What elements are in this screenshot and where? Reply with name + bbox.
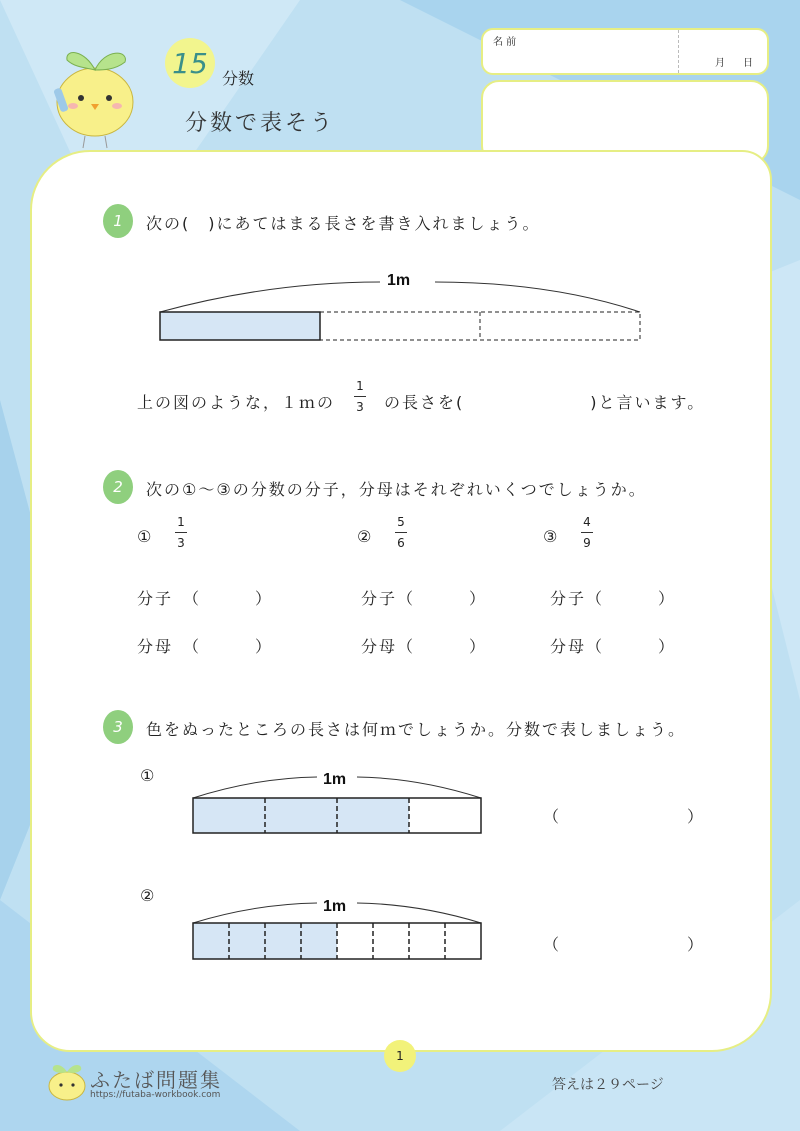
q2-item-1-bunshi: 分子 （ ） (137, 589, 274, 608)
fraction-bar (175, 532, 187, 533)
brace-right (357, 777, 481, 798)
q2-item-1-fraction (175, 515, 187, 550)
q2-item-2-bunshi: 分子（ ） (361, 589, 488, 608)
q2-item-1-numerator: 1 (177, 515, 185, 529)
q1-sentence-after: の長さを( )と言います。 (384, 393, 706, 412)
q2-item-2-denominator: 6 (397, 536, 405, 550)
q2-item-3-fraction (581, 515, 593, 550)
q2-item-1-denominator: 3 (177, 536, 185, 550)
fraction-bar (395, 532, 407, 533)
q2-item-3-denominator: 9 (583, 536, 591, 550)
question-2-instruction: 次の①～③の分数の分子，分母はそれぞれいくつでしょうか。 (146, 480, 647, 499)
name-field[interactable] (481, 28, 769, 75)
q3-item-1-mark: ① (140, 766, 157, 785)
q3-item-2-diagram (185, 892, 490, 964)
q1-sentence-before: 上の図のような，１ｍの (137, 393, 336, 412)
q2-item-1-mark: ① (137, 527, 154, 546)
q3-item-1-diagram (185, 766, 490, 838)
name-label: 名 前 (493, 37, 517, 48)
q2-item-3-numerator: 4 (583, 515, 591, 529)
q3-item-1-answer: （ ） (543, 807, 706, 826)
brand-logo-icon (45, 1060, 89, 1102)
q2-item-2-fraction (395, 515, 407, 550)
q3-item-2-bar-label: 1m (323, 898, 347, 915)
q1-fraction (354, 379, 366, 414)
brand-name: ふたば問題集 (90, 1068, 222, 1092)
unit-number-badge: 15 (165, 38, 215, 88)
brace-right (357, 903, 481, 923)
question-2-badge: 2 (103, 470, 133, 504)
month-label: 月 (715, 58, 725, 69)
q1-shaded-segment (160, 312, 320, 340)
q2-item-2-numerator: 5 (397, 515, 405, 529)
q3-item-2-answer: （ ） (543, 935, 706, 954)
q3-item-2-mark: ② (140, 886, 157, 905)
q2-item-1-bunbo: 分母 （ ） (137, 637, 274, 656)
day-label: 日 (743, 58, 753, 69)
chick-mascot-icon (45, 40, 145, 150)
brace-left (193, 777, 317, 798)
brace-left (193, 903, 317, 923)
unit-label: 分数 (222, 69, 255, 88)
q1-numerator: 1 (356, 379, 364, 393)
question-1-badge: 1 (103, 204, 133, 238)
brand-url[interactable]: https://futaba-workbook.com (90, 1090, 221, 1100)
name-divider (678, 30, 679, 73)
question-1-instruction: 次の( )にあてはまる長さを書き入れましょう。 (146, 214, 541, 233)
brace-right (435, 282, 640, 312)
q2-item-3-mark: ③ (543, 527, 560, 546)
page-title: 分数で表そう (185, 111, 336, 136)
q1-bar-label: 1m (387, 272, 411, 289)
question-3-instruction: 色をぬったところの長さは何ｍでしょうか。分数で表しましょう。 (146, 720, 687, 739)
q3-item-1-bar-label: 1m (323, 771, 347, 788)
q2-item-2-mark: ② (357, 527, 374, 546)
page-number: 1 (384, 1040, 416, 1072)
q1-denominator: 3 (356, 400, 364, 414)
brace-left (160, 282, 380, 312)
question-1-diagram (150, 262, 660, 352)
q2-item-3-bunbo: 分母（ ） (550, 637, 677, 656)
shaded-portion (193, 798, 409, 833)
fraction-bar (581, 532, 593, 533)
q2-item-3-bunshi: 分子（ ） (550, 589, 677, 608)
question-3-badge: 3 (103, 710, 133, 744)
q2-item-2-bunbo: 分母（ ） (361, 637, 488, 656)
q1-fraction-bar (354, 396, 366, 397)
answer-page-reference: 答えは２９ページ (552, 1077, 664, 1093)
